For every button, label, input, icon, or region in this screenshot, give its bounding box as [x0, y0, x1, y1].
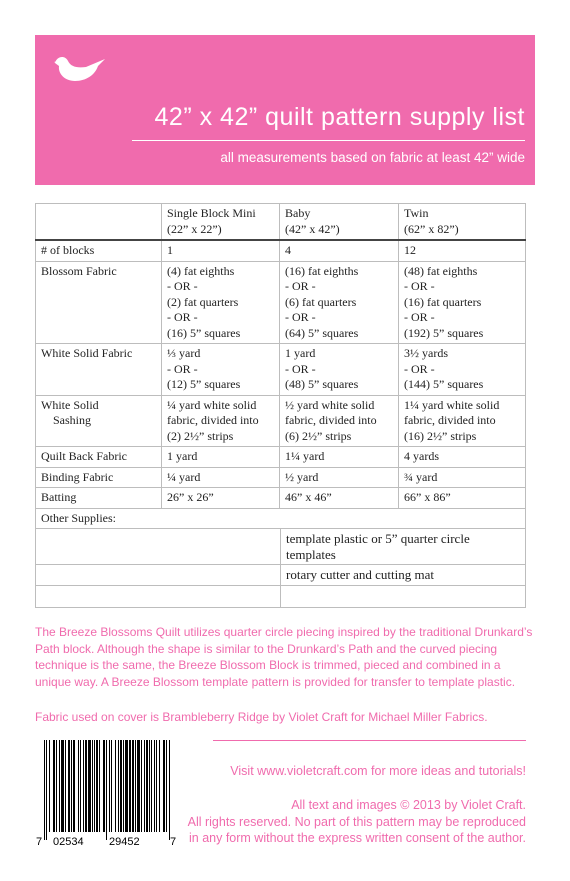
row-label: Blossom Fabric	[36, 261, 162, 344]
column-name: Single Block Mini	[167, 206, 256, 220]
table-cell: ¾ yard	[399, 467, 526, 488]
cell-line: (192) 5” squares	[404, 325, 484, 340]
cell-line: - OR -	[404, 279, 435, 293]
barcode-bar	[73, 740, 75, 832]
table-cell	[162, 261, 280, 344]
table-cell: 12	[399, 240, 526, 261]
supply-table	[35, 203, 526, 607]
cell-line: fabric, divided into	[404, 413, 496, 427]
cell-line: (64) 5” squares	[285, 325, 359, 340]
barcode-bar	[141, 740, 142, 832]
supply-item-row	[36, 529, 526, 565]
barcode-bar	[56, 740, 57, 832]
barcode-bar	[120, 740, 122, 832]
row-label: White Solid Fabric	[36, 344, 162, 396]
cell-line: (12) 5” squares	[167, 377, 241, 391]
barcode-digit-group: 7	[170, 836, 177, 848]
table-cell: 4	[280, 240, 399, 261]
copyright-line: in any form without the express written consent of the author.	[189, 831, 526, 845]
cell-line: fabric, divided into	[285, 413, 377, 427]
cell-line: (144) 5” squares	[404, 377, 484, 391]
other-supplies-header	[36, 509, 526, 529]
row-label: Quilt Back Fabric	[36, 447, 162, 468]
table-cell: 46” x 46”	[280, 488, 399, 509]
row-label-line: Sashing	[53, 413, 92, 427]
column-size: (22” x 22”)	[167, 221, 222, 236]
table-header-row	[36, 204, 526, 241]
table-cell: 26” x 26”	[162, 488, 280, 509]
table-cell	[280, 395, 399, 447]
cell-line: (16) fat eighths	[285, 263, 359, 278]
other-supplies-label: Other Supplies:	[36, 509, 526, 529]
cell-line: (4) fat eighths	[167, 263, 235, 278]
barcode-bar	[135, 740, 136, 832]
cell-line: (6) fat quarters	[285, 294, 357, 309]
table-cell: 1¼ yard	[280, 447, 399, 468]
barcode-bar	[94, 740, 95, 832]
indent-cell	[36, 565, 281, 586]
footer-divider	[213, 740, 526, 741]
table-cell: ¼ yard	[162, 467, 280, 488]
cell-line: - OR -	[167, 310, 198, 324]
table-cell: 1	[162, 240, 280, 261]
cell-line: - OR -	[167, 361, 198, 376]
barcode-bar	[103, 740, 105, 832]
supply-item-row	[36, 565, 526, 586]
supply-item: template plastic or 5” quarter circle templates	[281, 529, 526, 565]
header-empty-cell	[36, 204, 162, 241]
row-label-line: White Solid	[41, 397, 99, 412]
barcode-bar	[65, 740, 66, 832]
column-name: Baby	[285, 206, 311, 220]
table-cell: ½ yard	[280, 467, 399, 488]
table-cell	[399, 261, 526, 344]
supply-item-row	[36, 585, 526, 607]
table-row	[36, 240, 526, 261]
barcode-bar	[83, 740, 84, 832]
barcode-bars	[36, 740, 178, 842]
description-text: The Breeze Blossoms Quilt utilizes quarter circle piecing inspired by the traditional Drunkard’s Path block. Although the shape is similar to the Drunkard’s Path and the curved piecing technique is the same, the Breeze Blossom Block is trimmed, pieced and combined in a unique way. A Breeze Blossom template pattern is provided for transfer to template plastic.	[35, 625, 533, 689]
table-cell: 4 yards	[399, 447, 526, 468]
table-row	[36, 261, 526, 344]
page-title: 42” x 42” quilt pattern supply list	[154, 103, 525, 131]
row-label: # of blocks	[36, 240, 162, 261]
cell-line: (48) 5” squares	[285, 377, 359, 391]
barcode-bar	[106, 740, 107, 840]
barcode-bar	[146, 740, 148, 832]
table-cell	[399, 395, 526, 447]
barcode-bar	[49, 740, 50, 832]
table-cell	[162, 395, 280, 447]
barcode-bar	[154, 740, 155, 832]
barcode-bar	[80, 740, 81, 832]
barcode	[36, 740, 178, 850]
cell-line: - OR -	[285, 310, 316, 324]
barcode-bar	[118, 740, 119, 832]
cell-line: ⅓ yard	[167, 346, 201, 360]
fabric-note: Fabric used on cover is Brambleberry Ridge by Violet Craft for Michael Miller Fabrics.	[35, 710, 488, 724]
barcode-bar	[156, 740, 157, 832]
cell-line: (16) 2½” strips	[404, 428, 477, 443]
barcode-bar	[53, 740, 55, 832]
column-header-mini	[162, 204, 280, 241]
cell-line: - OR -	[167, 279, 198, 293]
row-label: Batting	[36, 488, 162, 509]
bird-icon	[53, 51, 107, 85]
column-header-baby	[280, 204, 399, 241]
table-cell	[280, 344, 399, 396]
barcode-bar	[151, 740, 152, 832]
barcode-bar	[71, 740, 72, 832]
column-size: (62” x 82”)	[404, 221, 459, 236]
barcode-bar	[163, 740, 165, 832]
table-cell	[280, 261, 399, 344]
supply-item: rotary cutter and cutting mat	[281, 565, 526, 586]
barcode-bar	[129, 740, 131, 832]
table-row	[36, 467, 526, 488]
table-cell: 66” x 86”	[399, 488, 526, 509]
barcode-bar	[115, 740, 116, 832]
barcode-bar	[137, 740, 140, 832]
barcode-bar	[111, 740, 112, 832]
copyright-line: All text and images © 2013 by Violet Craft.	[291, 798, 526, 812]
barcode-bar	[159, 740, 160, 832]
copyright-text	[188, 797, 526, 847]
header-banner	[35, 35, 535, 185]
cell-line: - OR -	[285, 361, 316, 376]
barcode-bar	[99, 740, 100, 832]
barcode-digit-group: 29452	[109, 836, 140, 848]
cell-line: - OR -	[404, 310, 435, 324]
website-link-text: Visit www.violetcraft.com for more ideas and tutorials!	[230, 764, 526, 778]
barcode-bar	[68, 740, 70, 832]
barcode-bar	[123, 740, 124, 832]
table-cell	[399, 344, 526, 396]
barcode-bar	[92, 740, 93, 832]
cell-line: (6) 2½” strips	[285, 428, 352, 443]
barcode-bar	[144, 740, 145, 832]
cell-line: - OR -	[285, 279, 316, 293]
barcode-bar	[88, 740, 91, 832]
cell-line: (16) fat quarters	[404, 294, 482, 309]
indent-cell	[36, 529, 281, 565]
barcode-digit-group: 02534	[53, 836, 84, 848]
cell-line: (48) fat eighths	[404, 263, 478, 278]
column-header-twin	[399, 204, 526, 241]
table-row	[36, 344, 526, 396]
page-subtitle: all measurements based on fabric at least 42” wide	[220, 150, 525, 165]
table-row	[36, 488, 526, 509]
barcode-bar	[125, 740, 128, 832]
column-name: Twin	[404, 206, 429, 220]
barcode-bar	[78, 740, 79, 832]
barcode-bar	[85, 740, 87, 832]
cell-line: 1 yard	[285, 346, 316, 360]
cell-line: ½ yard white solid	[285, 397, 375, 412]
barcode-bar	[44, 740, 45, 840]
barcode-bar	[169, 740, 170, 840]
row-label	[36, 395, 162, 447]
table-cell	[162, 344, 280, 396]
row-label: Binding Fabric	[36, 467, 162, 488]
barcode-digit-group: 7	[36, 836, 43, 848]
supply-item	[281, 585, 526, 607]
barcode-bar	[109, 740, 110, 832]
cell-line: 3½ yards	[404, 346, 448, 360]
cell-line: ¼ yard white solid	[167, 397, 257, 412]
copyright-line: All rights reserved. No part of this pattern may be reproduced	[187, 814, 526, 829]
cell-line: (2) fat quarters	[167, 294, 239, 309]
barcode-bar	[166, 740, 167, 832]
barcode-bar	[132, 740, 134, 832]
column-size: (42” x 42”)	[285, 221, 340, 236]
barcode-bar	[96, 740, 98, 832]
barcode-bar	[61, 740, 64, 832]
table-row	[36, 395, 526, 447]
header-divider	[132, 140, 525, 141]
barcode-bar	[59, 740, 60, 832]
barcode-bar	[149, 740, 150, 832]
cell-line: (16) 5” squares	[167, 325, 241, 340]
cell-line: - OR -	[404, 361, 435, 376]
table-cell: 1 yard	[162, 447, 280, 468]
cell-line: fabric, divided into	[167, 413, 259, 427]
table-row	[36, 447, 526, 468]
indent-cell	[36, 585, 281, 607]
barcode-bar	[46, 740, 47, 840]
cell-line: 1¼ yard white solid	[404, 397, 500, 412]
cell-line: (2) 2½” strips	[167, 428, 234, 443]
